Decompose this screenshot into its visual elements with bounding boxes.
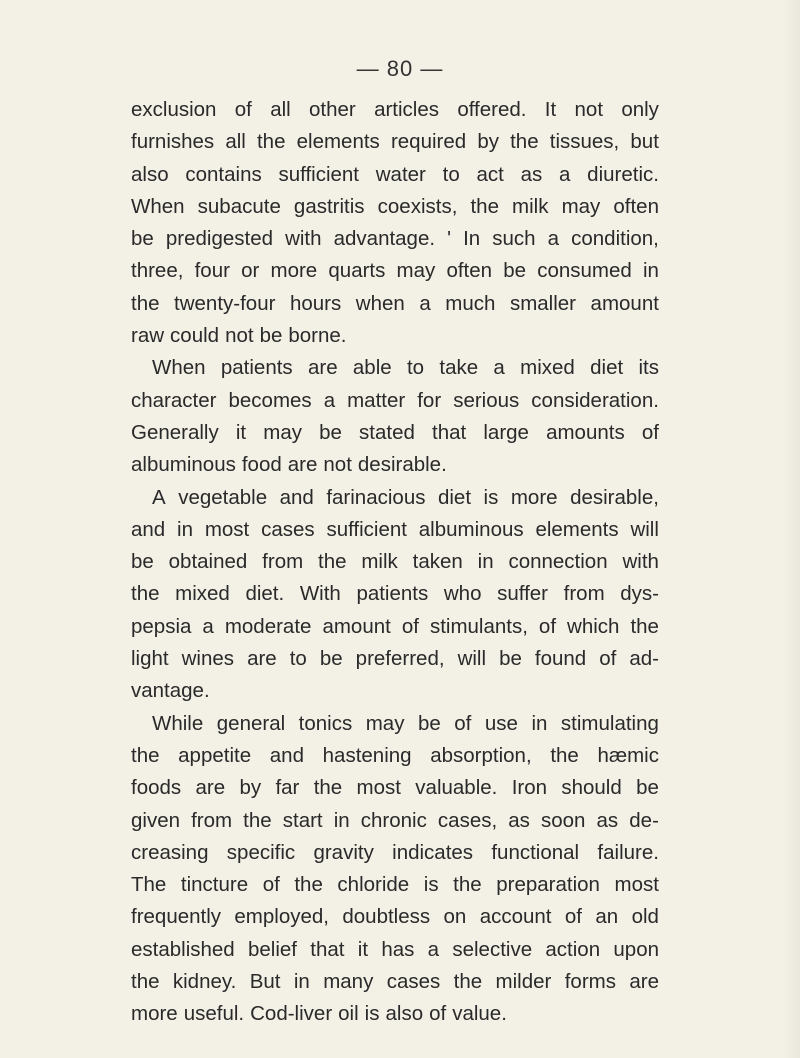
- text-line: the kidney. But in many cases the milder forms are: [131, 970, 659, 994]
- text-line: character becomes a matter for serious consideration.: [131, 388, 659, 412]
- text-line: When subacute gastritis coexists, the milk may often: [131, 194, 659, 218]
- page-edge-shadow: [782, 0, 800, 1058]
- text-line: When patients are able to take a mixed diet its: [152, 356, 659, 380]
- text-line: light wines are to be preferred, will be found of ad-: [131, 647, 659, 671]
- text-line: also contains sufficient water to act as a diuretic.: [131, 162, 659, 186]
- text-line: be predigested with advantage. ' In such a condition,: [131, 227, 659, 251]
- text-line: be obtained from the milk taken in connection with: [131, 550, 659, 574]
- text-line: Generally it may be stated that large amounts of: [131, 420, 659, 444]
- text-line: given from the start in chronic cases, as soon as de-: [131, 808, 659, 832]
- text-line: vantage.: [131, 679, 210, 703]
- text-line: the mixed diet. With patients who suffer from dys-: [131, 582, 659, 606]
- text-line: and in most cases sufficient albuminous elements will: [131, 517, 659, 541]
- text-line: the appetite and hastening absorption, the hæmic: [131, 743, 659, 767]
- text-line: foods are by far the most valuable. Iron should be: [131, 776, 659, 800]
- text-line: While general tonics may be of use in stimulating: [152, 711, 659, 735]
- text-line: frequently employed, doubtless on account of an old: [131, 905, 659, 929]
- paragraph: [131, 482, 659, 708]
- text-line: exclusion of all other articles offered. It not only: [131, 98, 659, 121]
- text-line: the twenty-four hours when a much smaller amount: [131, 291, 659, 315]
- text-line: more useful. Cod-liver oil is also of value.: [131, 1002, 507, 1026]
- paragraph: [131, 708, 659, 1031]
- paragraph: [131, 352, 659, 481]
- paragraph: [131, 94, 659, 352]
- body-text: [131, 94, 659, 1031]
- text-line: The tincture of the chloride is the preparation most: [131, 873, 659, 897]
- text-line: A vegetable and farinacious diet is more desirable,: [152, 485, 659, 509]
- text-line: raw could not be borne.: [131, 324, 347, 348]
- text-line: established belief that it has a selective action upon: [131, 937, 659, 961]
- text-line: three, four or more quarts may often be consumed in: [131, 259, 659, 283]
- text-line: furnishes all the elements required by the tissues, but: [131, 130, 659, 154]
- text-line: creasing specific gravity indicates functional failure.: [131, 840, 659, 864]
- page-number: — 80 —: [356, 56, 444, 81]
- text-line: pepsia a moderate amount of stimulants, of which the: [131, 614, 659, 638]
- text-line: albuminous food are not desirable.: [131, 453, 447, 477]
